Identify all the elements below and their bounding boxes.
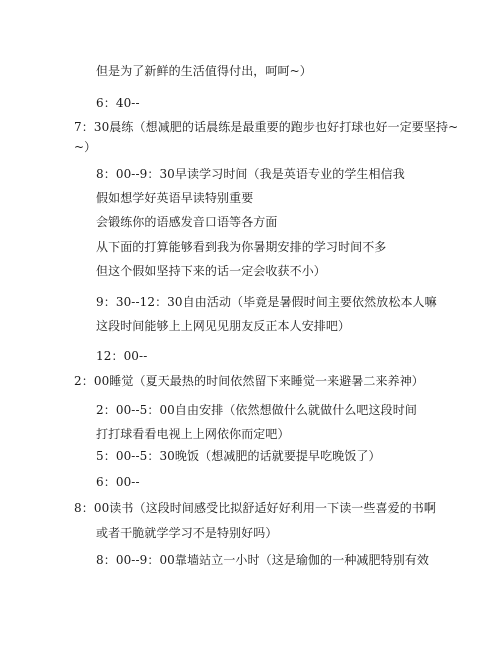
text-line: 2：00--5：00自由安排（依然想做什么就做什么吧这段时间 — [96, 403, 417, 417]
text-line: 打打球看看电视上上网依你而定吧） — [96, 427, 290, 441]
text-line: 8：00读书（这段时间感受比拟舒适好好利用一下读一些喜爱的书啊 — [74, 501, 437, 515]
text-line: 但是为了新鲜的生活值得付出，呵呵~） — [96, 64, 312, 78]
text-line: 7：30晨练（想减肥的话晨练是最重要的跑步也好打球也好一定要坚持~ — [74, 120, 459, 134]
text-line: 8：00--9：30早读学习时间（我是英语专业的学生相信我 — [96, 167, 405, 181]
text-line: 2：00睡觉（夏天最热的时间依然留下来睡觉一来避暑二来养神） — [74, 374, 424, 388]
text-line: 这段时间能够上上网见见朋友反正本人安排吧） — [96, 319, 351, 333]
text-line: 假如想学好英语早读特别重要 — [96, 191, 254, 205]
text-line: 从下面的打算能够看到我为你暑期安排的学习时间不多 — [96, 240, 387, 254]
text-line: 12：00-- — [96, 349, 148, 363]
text-line: 但这个假如坚持下来的话一定会收获不小） — [96, 264, 326, 278]
text-line: 8：00--9：00靠墙站立一小时（这是瑜伽的一种减肥特别有效 — [96, 553, 430, 567]
text-line: ~） — [74, 140, 97, 154]
text-line: 9：30--12：30自由活动（毕竟是暑假时间主要依然放松本人嘛 — [96, 295, 437, 309]
text-line: 5：00--5：30晚饭（想减肥的话就要提早吃晚饭了） — [96, 449, 381, 463]
text-line: 或者干脆就学学习不是特别好吗） — [96, 526, 278, 540]
text-line: 6：40-- — [96, 96, 140, 110]
text-line: 6：00-- — [96, 475, 140, 489]
text-line: 会锻练你的语感发音口语等各方面 — [96, 215, 278, 229]
